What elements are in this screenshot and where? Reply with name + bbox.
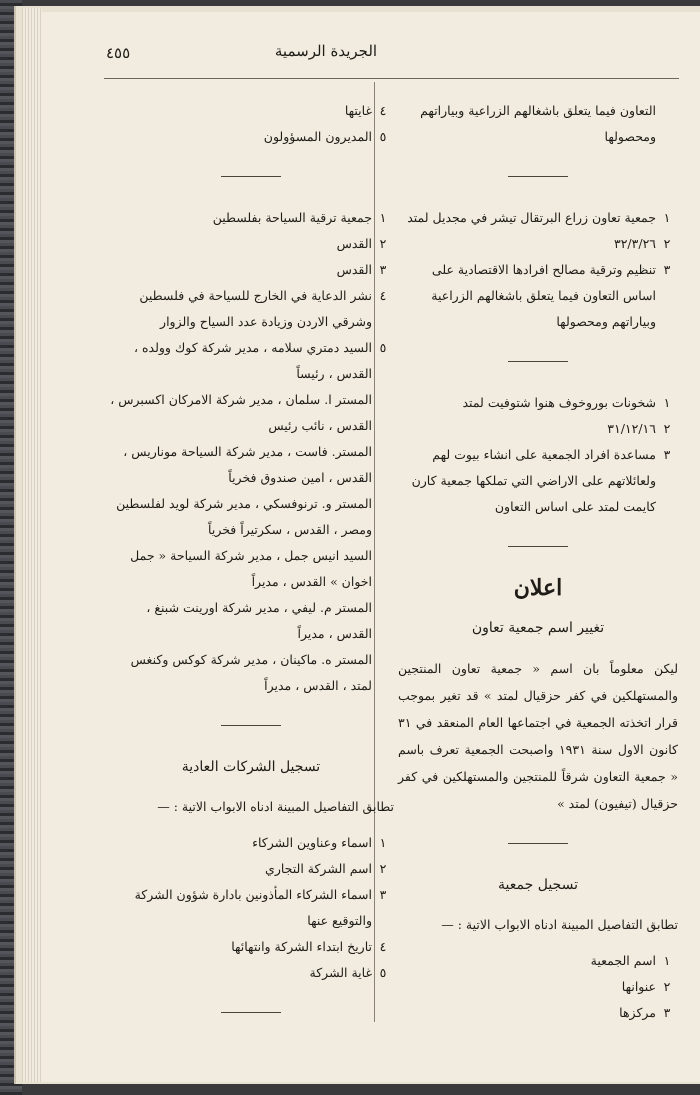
item-text: القدس (336, 236, 372, 251)
list-item (398, 974, 678, 1000)
right-column (398, 98, 678, 1026)
item-text: جمعية تعاون زراع البرتقال تيشر في مجديل لمتد (407, 210, 656, 225)
list-item (398, 948, 678, 974)
list-item (108, 882, 394, 934)
item-number: ٥ (379, 965, 387, 980)
list-item (398, 205, 678, 231)
item-number: ٥ (379, 340, 387, 355)
item-text: ٣٢/٣/٢٦ (614, 236, 656, 251)
manager-line: المستر ه. ماكينان ، مدير شركة كوكس وكنغس لمتد ، القدس ، مديراً (130, 652, 372, 693)
list-item (108, 934, 394, 960)
notice-title: اعلان (513, 575, 563, 601)
list-item (108, 856, 394, 882)
list-item (108, 124, 394, 150)
notice-body: ليكن معلوماً بان اسم « جمعية تعاون المنتجين والمستهلكين في كفر حزقيال لمتد » قد تغير بموجب قرار اتخذته الجمعية في اجتماعها العام المنعقد في ٣١ كانون الاول سنة ١٩٣١ واصبحت الجمعية تعرف باسم « جمعية التعاون شرقاً للمنتجين والمستهلكين في كفر حزقيال (تيفيون) لمتد » (398, 661, 678, 811)
manager-line: المستر. فاست ، مدير شركة السياحة موناريس ، القدس ، امين صندوق فخرياً (123, 444, 372, 485)
item-text: المديرون المسؤولون (263, 129, 372, 144)
page-title: الجريدة الرسمية (274, 42, 378, 60)
item-number: ٢ (663, 236, 671, 251)
section-divider (221, 1012, 281, 1013)
item-number: ٣ (663, 447, 671, 462)
item-number: ٣ (663, 262, 671, 277)
item-text: السيد دمتري سلامه ، مدير شركة كوك وولده ، القدس ، رئيساً (133, 340, 372, 381)
item-number: ٢ (379, 236, 387, 251)
item-text: نشر الدعاية في الخارج للسياحة في فلسطين وشرقي الاردن وزيادة عدد السياح والزوار (139, 288, 372, 329)
item-text: اسماء وعناوين الشركاء (252, 835, 372, 850)
item-text: جمعية ترقية السياحة بفلسطين (212, 210, 372, 225)
list-item (108, 205, 394, 231)
item-text: القدس (336, 262, 372, 277)
item-text: تاريخ ابتداء الشركة وانتهائها (231, 939, 372, 954)
list-item (398, 416, 678, 442)
manager-line: المستر م. ليفي ، مدير شركة اورينت شبنغ ، القدس ، مديراً (146, 600, 372, 641)
item-number: ٣ (379, 262, 387, 277)
item-number: ١ (663, 395, 671, 410)
list-item (398, 257, 678, 335)
page-number: ٤٥٥ (106, 44, 131, 62)
section-divider (508, 176, 568, 177)
header-rule (104, 78, 679, 79)
companies-title: تسجيل الشركات العادية (181, 759, 321, 775)
page-edges (22, 8, 42, 1082)
item-number: ٤ (379, 103, 387, 118)
left-column (108, 98, 394, 1041)
item-text: اسم الشركة التجاري (265, 861, 372, 876)
manager-line: المستر و. ترنوفسكي ، مدير شركة لويد لفلسطين ومصر ، القدس ، سكرتيراً فخرياً (116, 496, 372, 537)
list-item (398, 231, 678, 257)
intro-line-1: التعاون فيما يتعلق باشغالهم الزراعية وبياراتهم (420, 103, 656, 118)
item-text: مركزها (619, 1005, 656, 1020)
item-text: اسم الجمعية (590, 953, 656, 968)
item-number: ٤ (379, 288, 387, 303)
item-text: غاية الشركة (309, 965, 372, 980)
item-number: ٤ (379, 939, 387, 954)
list-item (108, 98, 394, 124)
section-divider (221, 725, 281, 726)
item-text: شخونات بوروخوف هنوا شتوفيت لمتد (462, 395, 656, 410)
item-number: ٢ (663, 979, 671, 994)
list-item (398, 1000, 678, 1026)
list-item (398, 442, 678, 520)
section-divider (508, 361, 568, 362)
item-number: ١ (663, 953, 671, 968)
list-item (108, 257, 394, 283)
item-number: ٢ (379, 861, 387, 876)
section-divider (221, 176, 281, 177)
item-number: ٢ (663, 421, 671, 436)
gazette-page (42, 12, 700, 1082)
section-divider (508, 546, 568, 547)
item-number: ٥ (379, 129, 387, 144)
manager-line: المستر ا. سلمان ، مدير شركة الامركان اكسبرس ، القدس ، نائب رئيس (110, 392, 372, 433)
item-number: ٣ (663, 1005, 671, 1020)
item-number: ٣ (379, 887, 387, 902)
item-text: اسماء الشركاء المأذونين بادارة شؤون الشركة والتوقيع عنها (134, 887, 372, 928)
list-item (108, 283, 394, 335)
item-text: مساعدة افراد الجمعية على انشاء بيوت لهم ولعائلاتهم على الاراضي التي تملكها جمعية كارن كايمت لمتد على اساس التعاون (411, 447, 656, 514)
list-item (108, 335, 394, 387)
registration-lead: تطابق التفاصيل المبينة ادناه الابواب الاتية : — (441, 917, 678, 932)
item-text: عنوانها (621, 979, 656, 994)
manager-line: السيد انيس جمل ، مدير شركة السياحة « جمل اخوان » القدس ، مديراً (130, 548, 372, 589)
notice-subtitle: تغيير اسم جمعية تعاون (471, 620, 605, 636)
item-number: ١ (379, 210, 387, 225)
list-item (108, 231, 394, 257)
list-item (398, 390, 678, 416)
list-item (108, 830, 394, 856)
item-text: تنظيم وترقية مصالح افرادها الاقتصادية على اساس التعاون فيما يتعلق باشغالهم الزراعية وبياراتهم ومحصولها (431, 262, 656, 329)
item-text: ٣١/١٢/١٦ (607, 421, 656, 436)
companies-lead: تطابق التفاصيل المبينة ادناه الابواب الاتية : — (157, 799, 394, 814)
item-text: غايتها (344, 103, 372, 118)
section-divider (508, 843, 568, 844)
intro-line-2: ومحصولها (604, 129, 656, 144)
registration-title: تسجيل جمعية (498, 877, 578, 893)
item-number: ١ (379, 835, 387, 850)
item-number: ١ (663, 210, 671, 225)
list-item (108, 960, 394, 986)
